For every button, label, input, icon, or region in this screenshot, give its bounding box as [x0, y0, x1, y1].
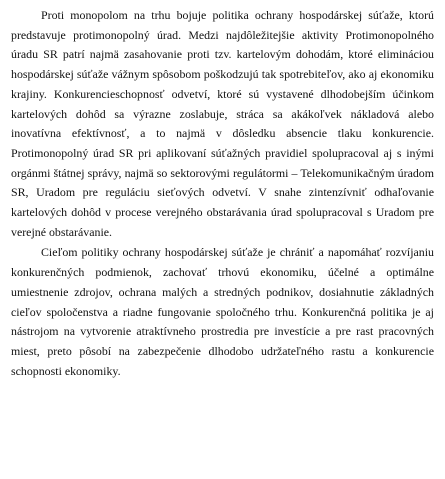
paragraph-antimonopoly-office: Proti monopolom na trhu bojuje politika ochrany hospodárskej súťaže, ktorú predstavuje protimonopolný úrad. Medzi najdôležitejšie aktivity Protimonopolného úradu SR patrí najmä zasahovanie proti tzv. kartelovým dohodám, ktoré elimináciou hospodárskej súťaže vážnym spôsobom poškodzujú tak spotrebiteľov, ako aj ekonomiku krajiny. Konkurencieschopnosť odvetví, ktoré sú vystavené dlhodobejším účinkom kartelových dohôd sa výrazne zoslabuje, stráca sa akákoľvek nákladová alebo inovatívna efektívnosť, a to najmä v dôsledku absencie tlaku konkurencie. Protimonopolný úrad SR pri aplikovaní súťažných pravidiel spolupracoval aj s inými orgánmi štátnej správy, najmä so sektorovými regulátormi – Telekomunikačným úradom SR, Uradom pre reguláciu sieťových odvetví. V snahe zintenzívniť odhaľovanie kartelových dohôd v procese verejného obstarávania úrad spolupracoval s Uradom pre verejné obstarávanie. — [11, 8, 434, 239]
paragraph-competition-policy-goals: Cieľom politiky ochrany hospodárskej súťaže je chrániť a napomáhať rozvíjaniu konkurenčných podmienok, zachovať trhovú ekonomiku, účelné a optimálne umiestnenie zdrojov, ochrana malých a stredných podnikov, dosiahnutie základných cieľov spoločenstva a riadne fungovanie spoločného trhu. Konkurenčná politika je aj nástrojom na vytvorenie atraktívneho prostredia pre investície a pre rast pracovných miest, preto pôsobí na zabezpečenie dlhodobo udržateľného rastu a konkurencie schopnosti ekonomiky. — [11, 245, 434, 378]
document-page — [11, 6, 434, 381]
